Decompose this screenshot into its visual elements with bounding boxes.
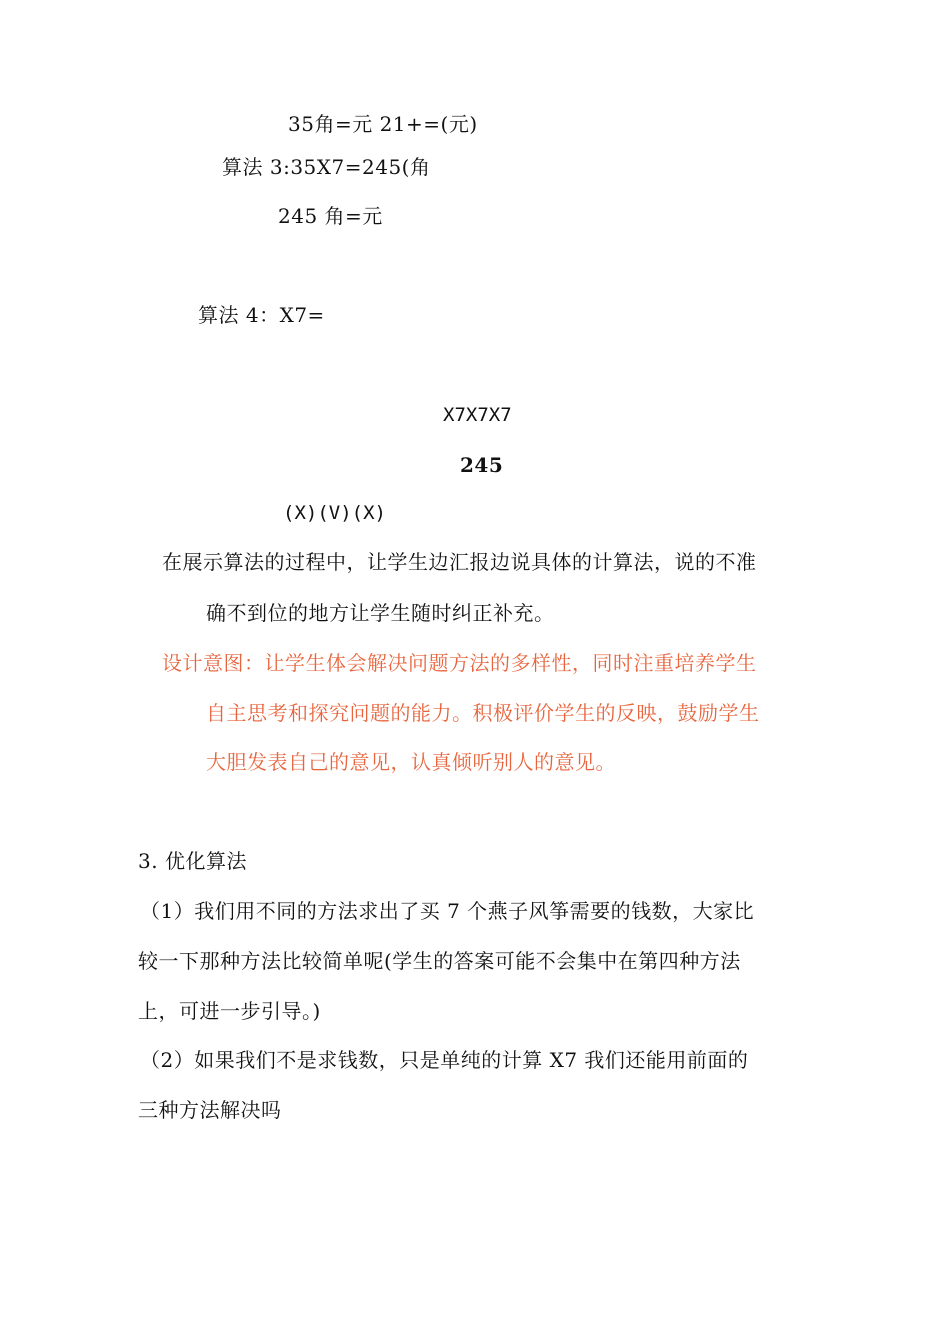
algo-line-245-jiao: 245 角=元 xyxy=(278,204,383,228)
design-intent-line-2: 自主思考和探究问题的能力。积极评价学生的反映，鼓励学生 xyxy=(206,701,760,725)
algo-4-line: 算法 4：X7= xyxy=(198,303,325,327)
algo-3-line: 算法 3:35X7=245(角 xyxy=(222,155,431,179)
vertical-calc-result: 245 xyxy=(460,453,504,477)
design-intent-line-3: 大胆发表自己的意见，认真倾听别人的意见。 xyxy=(206,750,616,774)
question-2-line-2: 三种方法解决吗 xyxy=(138,1098,282,1122)
algo-line-yuan-conversion: 35角=元 21+=(元) xyxy=(288,112,478,136)
question-1-line-1: （1）我们用不同的方法求出了买 7 个燕子风筝需要的钱数，大家比 xyxy=(140,899,755,923)
vertical-calc-line: X7X7X7 xyxy=(443,404,512,426)
design-intent-line-1: 设计意图：让学生体会解决问题方法的多样性，同时注重培养学生 xyxy=(162,651,757,675)
check-marks-line: (X)(V)(X) xyxy=(283,502,386,524)
question-1-line-3: 上，可进一步引导。) xyxy=(138,999,321,1023)
process-note-line-2: 确不到位的地方让学生随时纠正补充。 xyxy=(206,601,555,625)
question-1-line-2: 较一下那种方法比较简单呢(学生的答案可能不会集中在第四种方法 xyxy=(138,949,741,973)
question-2-line-1: （2）如果我们不是求钱数，只是单纯的计算 X7 我们还能用前面的 xyxy=(140,1048,749,1072)
process-note-line-1: 在展示算法的过程中，让学生边汇报边说具体的计算法，说的不准 xyxy=(162,550,757,574)
section-3-heading: 3. 优化算法 xyxy=(138,849,247,873)
